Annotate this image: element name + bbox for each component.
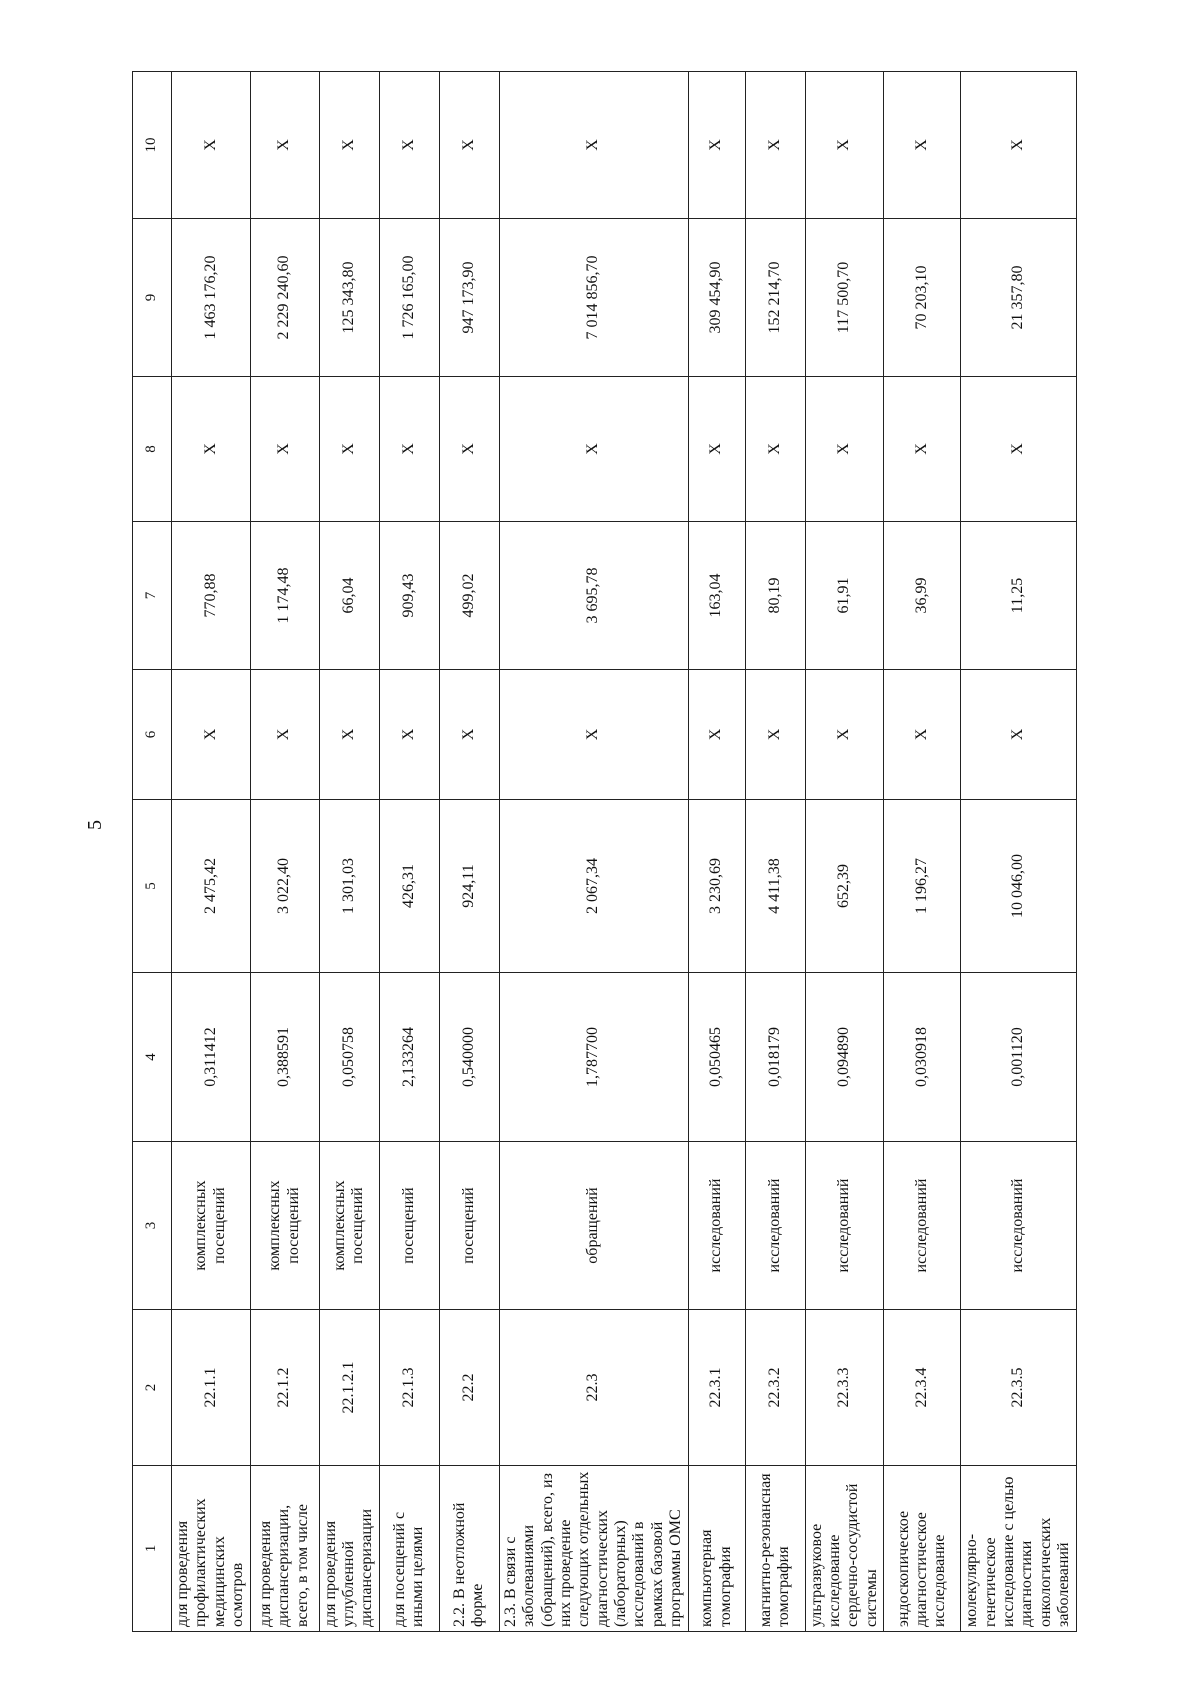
- table-cell: 3 230,69: [688, 800, 745, 973]
- table-cell: 11,25: [961, 522, 1076, 670]
- table-cell: X: [961, 377, 1076, 522]
- header-cell: 10: [133, 72, 172, 219]
- table-row: [499, 72, 688, 1632]
- table-cell: 22.1.3: [379, 1310, 439, 1466]
- header-cell: 2: [133, 1310, 172, 1466]
- table-cell: для посещений с иными целями: [379, 1466, 439, 1632]
- table-cell: для проведения углубленной диспансеризации: [319, 1466, 379, 1632]
- table-cell: 80,19: [745, 522, 805, 670]
- table-cell: 1 726 165,00: [379, 219, 439, 377]
- table-cell: 22.1.1: [172, 1310, 251, 1466]
- table-cell: 924,11: [439, 800, 499, 973]
- table-row: [439, 72, 499, 1632]
- table-cell: X: [439, 72, 499, 219]
- table-header-row: [133, 72, 172, 1632]
- table-cell: X: [499, 72, 688, 219]
- table-cell: X: [319, 670, 379, 800]
- table-cell: посещений: [379, 1142, 439, 1310]
- table-cell: 163,04: [688, 522, 745, 670]
- table-cell: 152 214,70: [745, 219, 805, 377]
- table-cell: X: [805, 670, 884, 800]
- table-cell: X: [439, 670, 499, 800]
- table-cell: 1 301,03: [319, 800, 379, 973]
- table-cell: магнитно-резонансная томография: [745, 1466, 805, 1632]
- table-row: [172, 72, 251, 1632]
- header-cell: 7: [133, 522, 172, 670]
- table-cell: X: [884, 670, 961, 800]
- table-body: [133, 72, 1077, 1632]
- table-cell: 3 022,40: [250, 800, 319, 973]
- table-cell: эндоскопическое диагностическое исследование: [884, 1466, 961, 1632]
- table-cell: комплексных посещений: [172, 1142, 251, 1310]
- table-cell: X: [379, 670, 439, 800]
- table-row: [688, 72, 745, 1632]
- table-cell: X: [172, 377, 251, 522]
- table-cell: 0,311412: [172, 973, 251, 1142]
- table-row: [250, 72, 319, 1632]
- table-cell: 1 463 176,20: [172, 219, 251, 377]
- table-cell: X: [250, 72, 319, 219]
- table-cell: X: [745, 72, 805, 219]
- table-cell: X: [805, 72, 884, 219]
- table-cell: 10 046,00: [961, 800, 1076, 973]
- table-row: [379, 72, 439, 1632]
- rotated-table-container: [132, 72, 1073, 1632]
- table-cell: 0,050465: [688, 973, 745, 1142]
- header-cell: 6: [133, 670, 172, 800]
- table-cell: 0,030918: [884, 973, 961, 1142]
- table-cell: 0,001120: [961, 973, 1076, 1142]
- table-cell: X: [688, 72, 745, 219]
- table-cell: X: [250, 670, 319, 800]
- table-cell: 2.3. В связи с заболеваниями (обращений), всего, из них проведение следующих отдельных диагностических (лабораторных) исследований в рамках базовой программы ОМС: [499, 1466, 688, 1632]
- table-cell: X: [805, 377, 884, 522]
- table-cell: 947 173,90: [439, 219, 499, 377]
- table-cell: X: [884, 377, 961, 522]
- table-cell: комплексных посещений: [319, 1142, 379, 1310]
- table-cell: X: [499, 670, 688, 800]
- table-cell: 7 014 856,70: [499, 219, 688, 377]
- page-number: 5: [84, 820, 106, 830]
- table-row: [319, 72, 379, 1632]
- table-cell: X: [688, 670, 745, 800]
- table-row: [805, 72, 884, 1632]
- table-cell: исследований: [805, 1142, 884, 1310]
- table-cell: X: [745, 377, 805, 522]
- table-cell: 66,04: [319, 522, 379, 670]
- table-cell: 22.3.2: [745, 1310, 805, 1466]
- table-cell: 22.1.2: [250, 1310, 319, 1466]
- table-cell: 1 196,27: [884, 800, 961, 973]
- table-cell: исследований: [884, 1142, 961, 1310]
- table-cell: для проведения диспансеризации, всего, в том числе: [250, 1466, 319, 1632]
- table-row: [961, 72, 1076, 1632]
- table-cell: исследований: [961, 1142, 1076, 1310]
- table-row: [884, 72, 961, 1632]
- table-cell: X: [379, 72, 439, 219]
- table-cell: 1 174,48: [250, 522, 319, 670]
- table-cell: X: [499, 377, 688, 522]
- header-cell: 9: [133, 219, 172, 377]
- table-cell: ультразвуковое исследование сердечно-сосудистой системы: [805, 1466, 884, 1632]
- table-cell: 2.2. В неотложной форме: [439, 1466, 499, 1632]
- table-cell: X: [961, 72, 1076, 219]
- table-cell: 36,99: [884, 522, 961, 670]
- table-cell: X: [745, 670, 805, 800]
- table-cell: 909,43: [379, 522, 439, 670]
- header-cell: 1: [133, 1466, 172, 1632]
- table-cell: 770,88: [172, 522, 251, 670]
- table-cell: X: [961, 670, 1076, 800]
- header-cell: 8: [133, 377, 172, 522]
- table-cell: 499,02: [439, 522, 499, 670]
- table-cell: 22.3.4: [884, 1310, 961, 1466]
- table-cell: 0,050758: [319, 973, 379, 1142]
- table-cell: 22.1.2.1: [319, 1310, 379, 1466]
- table-cell: компьютерная томография: [688, 1466, 745, 1632]
- table-cell: X: [439, 377, 499, 522]
- table-cell: 1,787700: [499, 973, 688, 1142]
- table-cell: 22.3: [499, 1310, 688, 1466]
- table-cell: X: [688, 377, 745, 522]
- table-cell: комплексных посещений: [250, 1142, 319, 1310]
- table-cell: для проведения профилактических медицинских осмотров: [172, 1466, 251, 1632]
- table-cell: 0,018179: [745, 973, 805, 1142]
- table-cell: X: [379, 377, 439, 522]
- table-cell: 4 411,38: [745, 800, 805, 973]
- table-cell: исследований: [688, 1142, 745, 1310]
- data-table: [132, 71, 1077, 1632]
- header-cell: 5: [133, 800, 172, 973]
- table-cell: обращений: [499, 1142, 688, 1310]
- table-cell: X: [172, 670, 251, 800]
- table-cell: 2 475,42: [172, 800, 251, 973]
- table-cell: 22.3.5: [961, 1310, 1076, 1466]
- table-cell: 2,133264: [379, 973, 439, 1142]
- table-cell: X: [250, 377, 319, 522]
- table-cell: 426,31: [379, 800, 439, 973]
- table-cell: 22.3.3: [805, 1310, 884, 1466]
- table-cell: 0,094890: [805, 973, 884, 1142]
- table-cell: X: [884, 72, 961, 219]
- table-cell: молекулярно-генетическое исследование с целью диагностики онкологических заболеваний: [961, 1466, 1076, 1632]
- table-cell: 309 454,90: [688, 219, 745, 377]
- table-cell: 22.3.1: [688, 1310, 745, 1466]
- table-cell: 22.2: [439, 1310, 499, 1466]
- table-cell: 61,91: [805, 522, 884, 670]
- header-cell: 3: [133, 1142, 172, 1310]
- table-cell: 70 203,10: [884, 219, 961, 377]
- table-cell: X: [319, 377, 379, 522]
- table-cell: 0,388591: [250, 973, 319, 1142]
- table-cell: 2 229 240,60: [250, 219, 319, 377]
- table-row: [745, 72, 805, 1632]
- table-cell: X: [319, 72, 379, 219]
- table-cell: посещений: [439, 1142, 499, 1310]
- table-cell: исследований: [745, 1142, 805, 1310]
- table-cell: 3 695,78: [499, 522, 688, 670]
- table-cell: 21 357,80: [961, 219, 1076, 377]
- table-cell: 2 067,34: [499, 800, 688, 973]
- table-cell: 117 500,70: [805, 219, 884, 377]
- header-cell: 4: [133, 973, 172, 1142]
- table-cell: 0,540000: [439, 973, 499, 1142]
- table-cell: X: [172, 72, 251, 219]
- table-cell: 125 343,80: [319, 219, 379, 377]
- table-cell: 652,39: [805, 800, 884, 973]
